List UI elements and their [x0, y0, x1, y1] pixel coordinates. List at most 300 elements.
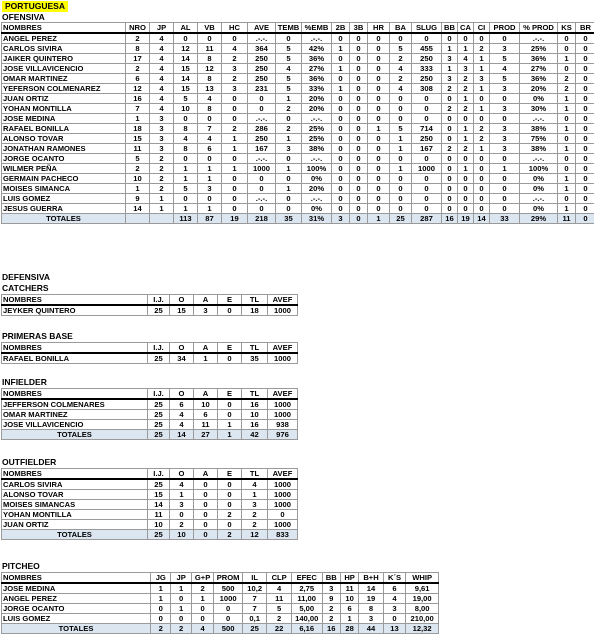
stat-cell: 308 [412, 84, 442, 94]
stat-cell: 0 [558, 164, 576, 174]
header-row [2, 573, 439, 584]
stat-cell: 0 [576, 204, 594, 214]
stat-cell: 1 [194, 353, 218, 364]
totals-label: TOTALES [2, 624, 151, 634]
stat-cell: 0 [276, 33, 302, 44]
header-row [2, 343, 298, 354]
stat-cell: 3 [150, 134, 174, 144]
stat-cell: 16 [242, 399, 268, 410]
stat-cell: 0% [520, 204, 558, 214]
stat-cell: 0 [474, 194, 490, 204]
column-header: %EMB [302, 23, 332, 34]
stat-cell: 4 [174, 134, 198, 144]
stat-cell: 3 [194, 305, 218, 316]
column-header: K´S [383, 573, 405, 584]
stat-cell: 2 [126, 64, 150, 74]
stat-cell: 0 [412, 154, 442, 164]
player-name: JOSE VILLAVICENCIO [2, 64, 126, 74]
player-name: JOSE MEDINA [2, 114, 126, 124]
stat-cell: 36% [302, 54, 332, 64]
stat-cell: 0 [194, 490, 218, 500]
stat-cell: 1 [390, 144, 412, 154]
stat-cell: 0 [218, 520, 242, 530]
stat-cell: 25 [148, 353, 170, 364]
stat-cell: 0 [214, 604, 243, 614]
stat-cell: 0 [576, 54, 594, 64]
stat-cell: 1 [150, 204, 174, 214]
table-row [2, 520, 298, 530]
total-cell: 113 [174, 214, 198, 224]
stat-cell: .-.-. [248, 33, 276, 44]
stat-cell: 0 [332, 204, 350, 214]
stat-cell: 0 [174, 114, 198, 124]
stat-cell: 1000 [268, 399, 298, 410]
table-row [2, 399, 298, 410]
player-name: RAFAEL BONILLA [2, 124, 126, 134]
stat-cell: 15 [148, 490, 170, 500]
stat-cell: 4 [490, 64, 520, 74]
stat-cell: 0 [332, 124, 350, 134]
stat-cell: 1 [222, 134, 248, 144]
stat-cell: 938 [268, 420, 298, 430]
stat-cell: 0 [350, 174, 368, 184]
totals-row [2, 214, 594, 224]
stat-cell: 1 [558, 144, 576, 154]
stat-cell: 27% [302, 64, 332, 74]
stat-cell: 2 [458, 104, 474, 114]
stat-cell: 0 [368, 144, 390, 154]
stat-cell: 0 [368, 134, 390, 144]
total-cell: 11 [558, 214, 576, 224]
stat-cell: 0 [490, 114, 520, 124]
stat-cell: 11 [198, 44, 222, 54]
stat-cell: 250 [248, 74, 276, 84]
stat-cell: 2,75 [291, 583, 322, 594]
table-row [2, 184, 594, 194]
stat-cell: 1 [558, 94, 576, 104]
player-name: JORGE OCANTO [2, 154, 126, 164]
stat-cell: 0 [276, 194, 302, 204]
column-header: G+P [191, 573, 213, 584]
first-base-title: PRIMERAS BASE [2, 331, 73, 341]
total-cell: 22 [267, 624, 292, 634]
player-name: JEYKER QUINTERO [2, 305, 148, 316]
catchers-title: CATCHERS [2, 283, 49, 293]
stat-cell: .-.-. [520, 114, 558, 124]
stat-cell: 0 [390, 174, 412, 184]
column-header: NOMBRES [2, 389, 148, 400]
total-cell: 218 [248, 214, 276, 224]
column-header: I.J. [148, 389, 170, 400]
stat-cell: 0 [412, 174, 442, 184]
column-header: NRO [126, 23, 150, 34]
stat-cell: 1000 [268, 479, 298, 490]
column-header: B+H [359, 573, 384, 584]
stat-cell: 1 [332, 64, 350, 74]
stat-cell: 19,00 [406, 594, 439, 604]
stat-cell: 0 [576, 104, 594, 114]
stat-cell: 0 [474, 164, 490, 174]
team-title: PORTUGUESA [2, 1, 68, 12]
stat-cell: 25 [148, 399, 170, 410]
stat-cell: 0 [442, 204, 458, 214]
pitching-table [1, 572, 439, 634]
stat-cell: 14 [359, 583, 384, 594]
stat-cell: 10 [174, 104, 198, 114]
stat-cell: 0 [151, 604, 171, 614]
stat-cell: .-.-. [520, 154, 558, 164]
total-cell [126, 214, 150, 224]
stat-cell: 0 [474, 33, 490, 44]
stat-cell: 3 [150, 144, 174, 154]
player-name: GERMAIN PACHECO [2, 174, 126, 184]
stat-cell: 1 [458, 44, 474, 54]
player-name: YEFERSON COLMENAREZ [2, 84, 126, 94]
stat-cell: 0 [458, 204, 474, 214]
stat-cell: 2 [474, 134, 490, 144]
stat-cell: 0 [350, 104, 368, 114]
stat-cell: 2 [170, 520, 194, 530]
stat-cell: 20% [520, 84, 558, 94]
stat-cell: 0 [222, 184, 248, 194]
stat-cell: 0 [490, 194, 520, 204]
stat-cell: 0 [490, 184, 520, 194]
table-row [2, 33, 594, 44]
stat-cell: 4 [198, 94, 222, 104]
stat-cell: 4 [242, 479, 268, 490]
stat-cell: 0 [350, 204, 368, 214]
stat-cell: 12 [198, 64, 222, 74]
column-header: PROM [214, 573, 243, 584]
stat-cell: 0 [368, 114, 390, 124]
stat-cell: 0 [332, 154, 350, 164]
stat-cell: 0 [174, 194, 198, 204]
stat-cell: 0 [390, 184, 412, 194]
stat-cell: 100% [302, 164, 332, 174]
total-cell: 25 [390, 214, 412, 224]
stat-cell: 19 [359, 594, 384, 604]
stat-cell: 455 [412, 44, 442, 54]
stat-cell: 0 [191, 614, 213, 624]
stat-cell: 2 [276, 124, 302, 134]
stat-cell: 3 [442, 54, 458, 64]
player-name: OMAR MARTINEZ [2, 74, 126, 84]
stat-cell: 3 [490, 144, 520, 154]
stat-cell: 1 [332, 84, 350, 94]
stat-cell: 9 [322, 594, 340, 604]
stat-cell: 2 [474, 44, 490, 54]
stat-cell: 2 [458, 84, 474, 94]
stat-cell: 5 [390, 44, 412, 54]
stat-cell: 1 [458, 94, 474, 104]
stat-cell: 0 [474, 114, 490, 124]
stat-cell: 8 [359, 604, 384, 614]
stat-cell: 18 [242, 305, 268, 316]
stat-cell: 1 [171, 604, 191, 614]
stat-cell: 0 [558, 194, 576, 204]
stat-cell: 38% [520, 124, 558, 134]
stat-cell: 1 [198, 174, 222, 184]
stat-cell: 1 [218, 420, 242, 430]
stat-cell: 0 [576, 194, 594, 204]
stat-cell: 0 [458, 33, 474, 44]
stat-cell: 0 [332, 33, 350, 44]
stat-cell: 4 [222, 44, 248, 54]
stat-cell: 140,00 [291, 614, 322, 624]
stat-cell: 7 [126, 104, 150, 114]
stat-cell: 0 [218, 490, 242, 500]
stat-cell: 1000 [268, 490, 298, 500]
stat-cell: 250 [412, 74, 442, 84]
stat-cell: 0 [368, 64, 390, 74]
player-name: MOISES SIMANCAS [2, 500, 148, 510]
column-header: 2B [332, 23, 350, 34]
stat-cell: 5 [174, 94, 198, 104]
stat-cell: 0 [276, 174, 302, 184]
stat-cell: 1 [474, 84, 490, 94]
stat-cell: 0 [350, 74, 368, 84]
column-header: VB [198, 23, 222, 34]
stat-cell: 1 [390, 164, 412, 174]
player-name: RAFAEL BONILLA [2, 353, 148, 364]
stat-cell: 0 [248, 184, 276, 194]
stat-cell: 14 [126, 204, 150, 214]
stat-cell: 0 [368, 44, 390, 54]
total-cell: 31% [302, 214, 332, 224]
stat-cell: 11 [340, 583, 358, 594]
stat-cell: 1 [442, 44, 458, 54]
table-row [2, 614, 439, 624]
stat-cell: 3 [150, 114, 174, 124]
stat-cell: 0 [350, 54, 368, 64]
stat-cell: 1 [474, 144, 490, 154]
player-name: LUIS GOMEZ [2, 194, 126, 204]
table-row [2, 583, 439, 594]
stat-cell: 3 [242, 500, 268, 510]
stat-cell: 4 [390, 64, 412, 74]
table-row [2, 510, 298, 520]
table-row [2, 44, 594, 54]
column-header: IL [242, 573, 267, 584]
stat-cell: 36% [302, 74, 332, 84]
stat-cell: 1 [126, 184, 150, 194]
stat-cell: 12 [126, 84, 150, 94]
column-header: NOMBRES [2, 573, 151, 584]
stat-cell: 3 [490, 44, 520, 54]
totals-row [2, 624, 439, 634]
stat-cell: 0 [558, 134, 576, 144]
player-name: YOHAN MONTILLA [2, 510, 148, 520]
stat-cell: 0 [194, 500, 218, 510]
stat-cell: 4 [170, 479, 194, 490]
stat-cell: 0 [474, 174, 490, 184]
stat-cell: 250 [412, 54, 442, 64]
column-header: AVE [248, 23, 276, 34]
stat-cell: 0 [368, 84, 390, 94]
header-row [2, 469, 298, 480]
total-cell: 13 [383, 624, 405, 634]
stat-cell: 4 [390, 84, 412, 94]
stat-cell: 286 [248, 124, 276, 134]
player-name: CARLOS SIVIRA [2, 44, 126, 54]
stat-cell: 0 [490, 204, 520, 214]
stat-cell: 0 [576, 94, 594, 104]
stat-cell: 0 [458, 184, 474, 194]
column-header: O [170, 343, 194, 354]
total-cell: 2 [171, 624, 191, 634]
stat-cell: 1 [174, 174, 198, 184]
stat-cell: 1 [170, 490, 194, 500]
stat-cell: 0 [350, 33, 368, 44]
stat-cell: 35 [242, 353, 268, 364]
stat-cell: 1 [558, 124, 576, 134]
stat-cell: 20% [302, 104, 332, 114]
stat-cell: 0 [576, 184, 594, 194]
stat-cell: 0% [520, 94, 558, 104]
stat-cell: 0 [332, 194, 350, 204]
stat-cell: 2 [150, 184, 174, 194]
player-name: CARLOS SIVIRA [2, 479, 148, 490]
stat-cell: 167 [248, 144, 276, 154]
stat-cell: 4 [150, 64, 174, 74]
stat-cell: 3 [490, 124, 520, 134]
stat-cell: 1 [490, 164, 520, 174]
stat-cell: 0 [218, 305, 242, 316]
stat-cell: 1 [151, 583, 171, 594]
stat-cell: 2 [442, 84, 458, 94]
total-cell: 16 [442, 214, 458, 224]
stat-cell: .-.-. [248, 194, 276, 204]
stat-cell: 3 [198, 184, 222, 194]
stat-cell: 0 [390, 94, 412, 104]
stat-cell: 1000 [268, 305, 298, 316]
stat-cell: 2 [276, 104, 302, 114]
stat-cell: .-.-. [302, 114, 332, 124]
stat-cell: 0% [302, 204, 332, 214]
stat-cell: 25% [302, 124, 332, 134]
stat-cell: 2 [474, 124, 490, 134]
pitching-title: PITCHEO [2, 561, 40, 571]
stat-cell: 3 [490, 134, 520, 144]
stat-cell: 16 [126, 94, 150, 104]
stat-cell: 33% [302, 84, 332, 94]
player-name: JORGE OCANTO [2, 604, 151, 614]
stat-cell: 0 [442, 94, 458, 104]
stat-cell: 0 [442, 194, 458, 204]
stat-cell: 0 [276, 114, 302, 124]
stat-cell: 0 [442, 124, 458, 134]
stat-cell: 0 [350, 184, 368, 194]
stat-cell: 0 [332, 94, 350, 104]
stat-cell: 0 [332, 134, 350, 144]
stat-cell: 0 [350, 194, 368, 204]
column-header: % PROD [520, 23, 558, 34]
stat-cell: 0 [576, 144, 594, 154]
table-row [2, 204, 594, 214]
stat-cell: 250 [412, 134, 442, 144]
column-header: E [218, 343, 242, 354]
player-name: ANGEL PEREZ [2, 594, 151, 604]
total-cell: 42 [242, 430, 268, 440]
player-name: YOHAN MONTILLA [2, 104, 126, 114]
stat-cell: 0 [350, 134, 368, 144]
offense-table [1, 22, 594, 224]
stat-cell: 10 [148, 520, 170, 530]
stat-cell: 0 [576, 64, 594, 74]
stat-cell: 2 [390, 74, 412, 84]
stat-cell: 0 [368, 204, 390, 214]
table-row [2, 84, 594, 94]
column-header: AVEF [268, 469, 298, 480]
stat-cell: 0 [474, 94, 490, 104]
table-row [2, 604, 439, 614]
stat-cell: 1000 [268, 353, 298, 364]
stat-cell: 0 [368, 104, 390, 114]
stat-cell: 1000 [412, 164, 442, 174]
column-header: JG [151, 573, 171, 584]
stat-cell: 0 [442, 174, 458, 184]
stat-cell: 167 [412, 144, 442, 154]
stat-cell: 0 [390, 33, 412, 44]
stat-cell: 0 [218, 479, 242, 490]
stat-cell: 210,00 [406, 614, 439, 624]
table-row [2, 94, 594, 104]
column-header: BA [390, 23, 412, 34]
defense-title: DEFENSIVA [2, 272, 51, 282]
total-cell: 2 [151, 624, 171, 634]
column-header: AVEF [268, 389, 298, 400]
column-header: CI [474, 23, 490, 34]
header-row [2, 295, 298, 306]
player-name: OMAR MARTINEZ [2, 410, 148, 420]
table-row [2, 500, 298, 510]
total-cell: 1 [218, 430, 242, 440]
stat-cell: 25 [148, 420, 170, 430]
stat-cell: 333 [412, 64, 442, 74]
stat-cell: 0 [368, 164, 390, 174]
stat-cell: 0 [171, 614, 191, 624]
stat-cell: 0 [558, 33, 576, 44]
stat-cell: 0,1 [242, 614, 267, 624]
stat-cell: 714 [412, 124, 442, 134]
stat-cell: 2 [267, 614, 292, 624]
column-header: CA [458, 23, 474, 34]
stat-cell: 2 [390, 54, 412, 64]
stat-cell: 0 [576, 164, 594, 174]
total-cell: 500 [214, 624, 243, 634]
stat-cell: 0 [412, 104, 442, 114]
stat-cell: 2 [322, 614, 340, 624]
stat-cell: 1 [150, 194, 174, 204]
stat-cell: 0 [576, 74, 594, 84]
stat-cell: 0 [151, 614, 171, 624]
column-header: WHIP [406, 573, 439, 584]
stat-cell: 7 [242, 604, 267, 614]
stat-cell: 0 [368, 194, 390, 204]
stat-cell: 1 [198, 204, 222, 214]
stat-cell: 0 [390, 204, 412, 214]
stat-cell: 0 [222, 154, 248, 164]
stat-cell: 0 [458, 174, 474, 184]
total-cell: 19 [458, 214, 474, 224]
stat-cell: 0 [332, 144, 350, 154]
column-header: KS [558, 23, 576, 34]
stat-cell: 0 [576, 84, 594, 94]
stat-cell: .-.-. [248, 114, 276, 124]
stat-cell: 0 [191, 604, 213, 614]
stat-cell: 8 [198, 104, 222, 114]
player-name: ANGEL PEREZ [2, 33, 126, 44]
